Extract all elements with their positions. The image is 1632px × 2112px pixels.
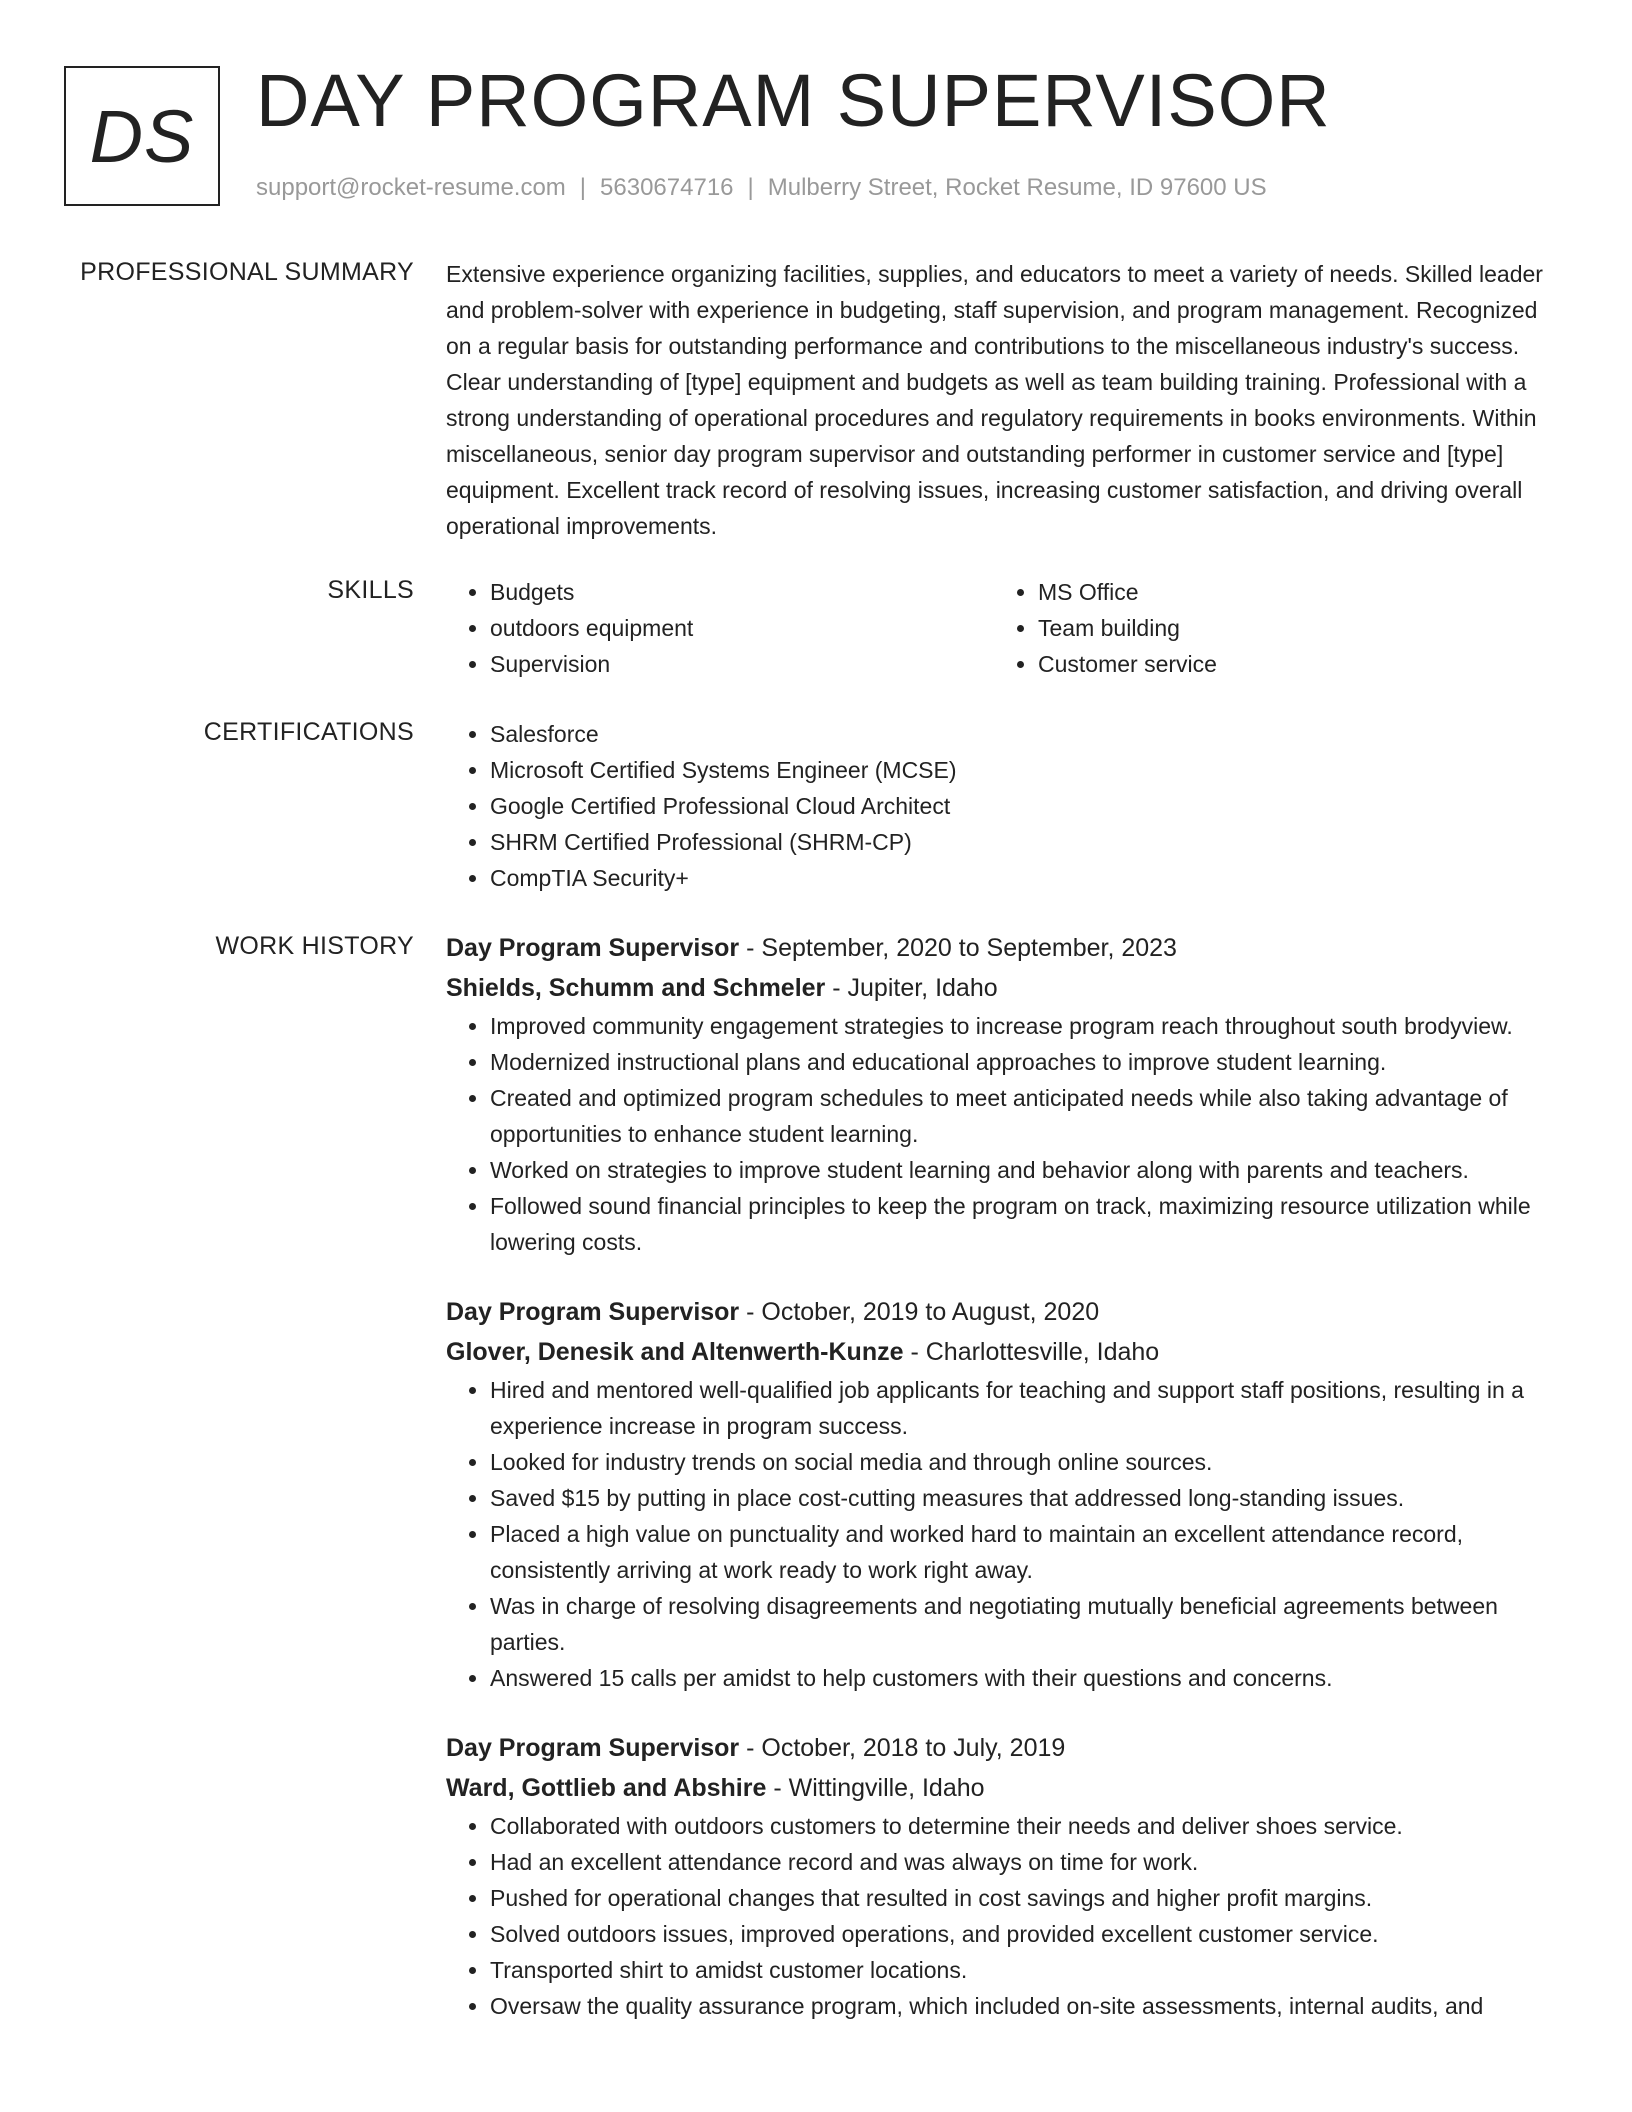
job-bullets — [446, 1008, 1562, 1260]
job-bullet: • Placed a high value on punctuality and worked hard to maintain an excellent attendance record, consistently arriving at work ready to work right away. — [490, 1516, 1562, 1588]
job-title: Day Program Supervisor — [446, 934, 740, 962]
job-bullet: • Had an excellent attendance record and was always on time for work. — [490, 1844, 1562, 1880]
job-company: Ward, Gottlieb and Abshire — [446, 1774, 767, 1802]
section-label-skills: SKILLS — [327, 576, 414, 604]
job-company-line — [446, 968, 1562, 1008]
job-bullet: • Was in charge of resolving disagreements and negotiating mutually beneficial agreements between parties. — [490, 1588, 1562, 1660]
job-title: Day Program Supervisor — [446, 1298, 740, 1326]
skills-list-left — [446, 574, 994, 682]
job-company: Glover, Denesik and Altenwerth-Kunze — [446, 1338, 904, 1366]
summary-text: Extensive experience organizing facilities, supplies, and educators to meet a variety of needs. Skilled leader and problem-solver with experience in budgeting, staff supervision, and program management. Recognized on a regular basis for outstanding performance and contributions to the miscellaneous industry's success. Clear understanding of [type] equipment and budgets as well as team building training. Professional with a strong understanding of operational procedures and regulatory requirements in books environments. Within miscellaneous, senior day program supervisor and outstanding performer in customer service and [type] equipment. Excellent track record of resolving issues, increasing customer satisfaction, and driving overall operational improvements. — [446, 261, 1543, 539]
job-location: - Jupiter, Idaho — [825, 974, 998, 1002]
job-bullet: • Pushed for operational changes that resulted in cost savings and higher profit margins. — [490, 1880, 1562, 1916]
resume-title: DAY PROGRAM SUPERVISOR — [256, 59, 1331, 142]
skill-item: • MS Office — [1038, 574, 1542, 610]
contact-address: Mulberry Street, Rocket Resume, ID 97600 US — [767, 174, 1267, 201]
job-company-line — [446, 1768, 1562, 1808]
job-location: - Wittingville, Idaho — [766, 1774, 985, 1802]
contact-separator: | — [747, 174, 754, 201]
skill-item: • Budgets — [490, 574, 994, 610]
skills-body — [446, 574, 1562, 682]
job-bullet: • Followed sound financial principles to keep the program on track, maximizing resource utilization while lowering costs. — [490, 1188, 1562, 1260]
section-label-certifications: CERTIFICATIONS — [203, 718, 414, 746]
certifications-list — [446, 716, 1562, 896]
certification-item: • Google Certified Professional Cloud Architect — [490, 788, 1562, 824]
skill-item: • outdoors equipment — [490, 610, 994, 646]
job-bullet: • Modernized instructional plans and educational approaches to improve student learning. — [490, 1044, 1562, 1080]
job-bullet: • Improved community engagement strategies to increase program reach throughout south brodyview. — [490, 1008, 1562, 1044]
job-bullet: • Answered 15 calls per amidst to help customers with their questions and concerns. — [490, 1660, 1562, 1696]
job-entry — [446, 1292, 1562, 1696]
job-bullet: • Looked for industry trends on social media and through online sources. — [490, 1444, 1562, 1480]
job-bullet: • Solved outdoors issues, improved operations, and provided excellent customer service. — [490, 1916, 1562, 1952]
job-company: Shields, Schumm and Schmeler — [446, 974, 826, 1002]
job-dates: - September, 2020 to September, 2023 — [739, 934, 1177, 962]
contact-line — [256, 174, 1267, 202]
job-bullets — [446, 1808, 1562, 2024]
job-entry — [446, 928, 1562, 1260]
skills-list-right — [994, 574, 1542, 682]
job-bullet: • Hired and mentored well-qualified job applicants for teaching and support staff positions, resulting in a experience increase in program success. — [490, 1372, 1562, 1444]
job-bullet: • Transported shirt to amidst customer locations. — [490, 1952, 1562, 1988]
certification-item: • Salesforce — [490, 716, 1562, 752]
job-bullet: • Created and optimized program schedules to meet anticipated needs while also taking advantage of opportunities to enhance student learning. — [490, 1080, 1562, 1152]
contact-email[interactable]: support@rocket-resume.com — [256, 174, 566, 201]
skill-item: • Supervision — [490, 646, 994, 682]
job-bullet: • Saved $15 by putting in place cost-cutting measures that addressed long-standing issues. — [490, 1480, 1562, 1516]
certification-item: • CompTIA Security+ — [490, 860, 1562, 896]
job-title: Day Program Supervisor — [446, 1734, 740, 1762]
summary-body — [446, 256, 1562, 544]
skill-item: • Customer service — [1038, 646, 1542, 682]
job-entry — [446, 1728, 1562, 2024]
job-dates: - October, 2018 to July, 2019 — [739, 1734, 1066, 1762]
job-company-line — [446, 1332, 1562, 1372]
section-label-work-history: WORK HISTORY — [215, 932, 414, 960]
work-history-body — [446, 928, 1562, 2024]
certifications-body — [446, 716, 1562, 896]
job-dates: - October, 2019 to August, 2020 — [739, 1298, 1100, 1326]
monogram-badge — [64, 66, 220, 206]
contact-separator: | — [579, 174, 587, 201]
certification-item: • Microsoft Certified Systems Engineer (MCSE) — [490, 752, 1562, 788]
job-bullet: • Oversaw the quality assurance program, which included on-site assessments, internal audits, and — [490, 1988, 1562, 2024]
contact-phone[interactable]: 5630674716 — [600, 174, 734, 201]
job-bullet: • Worked on strategies to improve student learning and behavior along with parents and teachers. — [490, 1152, 1562, 1188]
skill-item: • Team building — [1038, 610, 1542, 646]
certification-item: • SHRM Certified Professional (SHRM-CP) — [490, 824, 1562, 860]
monogram-initials: DS — [89, 94, 195, 178]
job-title-line — [446, 1728, 1562, 1768]
job-bullet: • Collaborated with outdoors customers to determine their needs and deliver shoes service. — [490, 1808, 1562, 1844]
section-label-summary: PROFESSIONAL SUMMARY — [80, 258, 414, 286]
job-bullets — [446, 1372, 1562, 1696]
job-location: - Charlottesville, Idaho — [903, 1338, 1160, 1366]
job-title-line — [446, 1292, 1562, 1332]
job-title-line — [446, 928, 1562, 968]
